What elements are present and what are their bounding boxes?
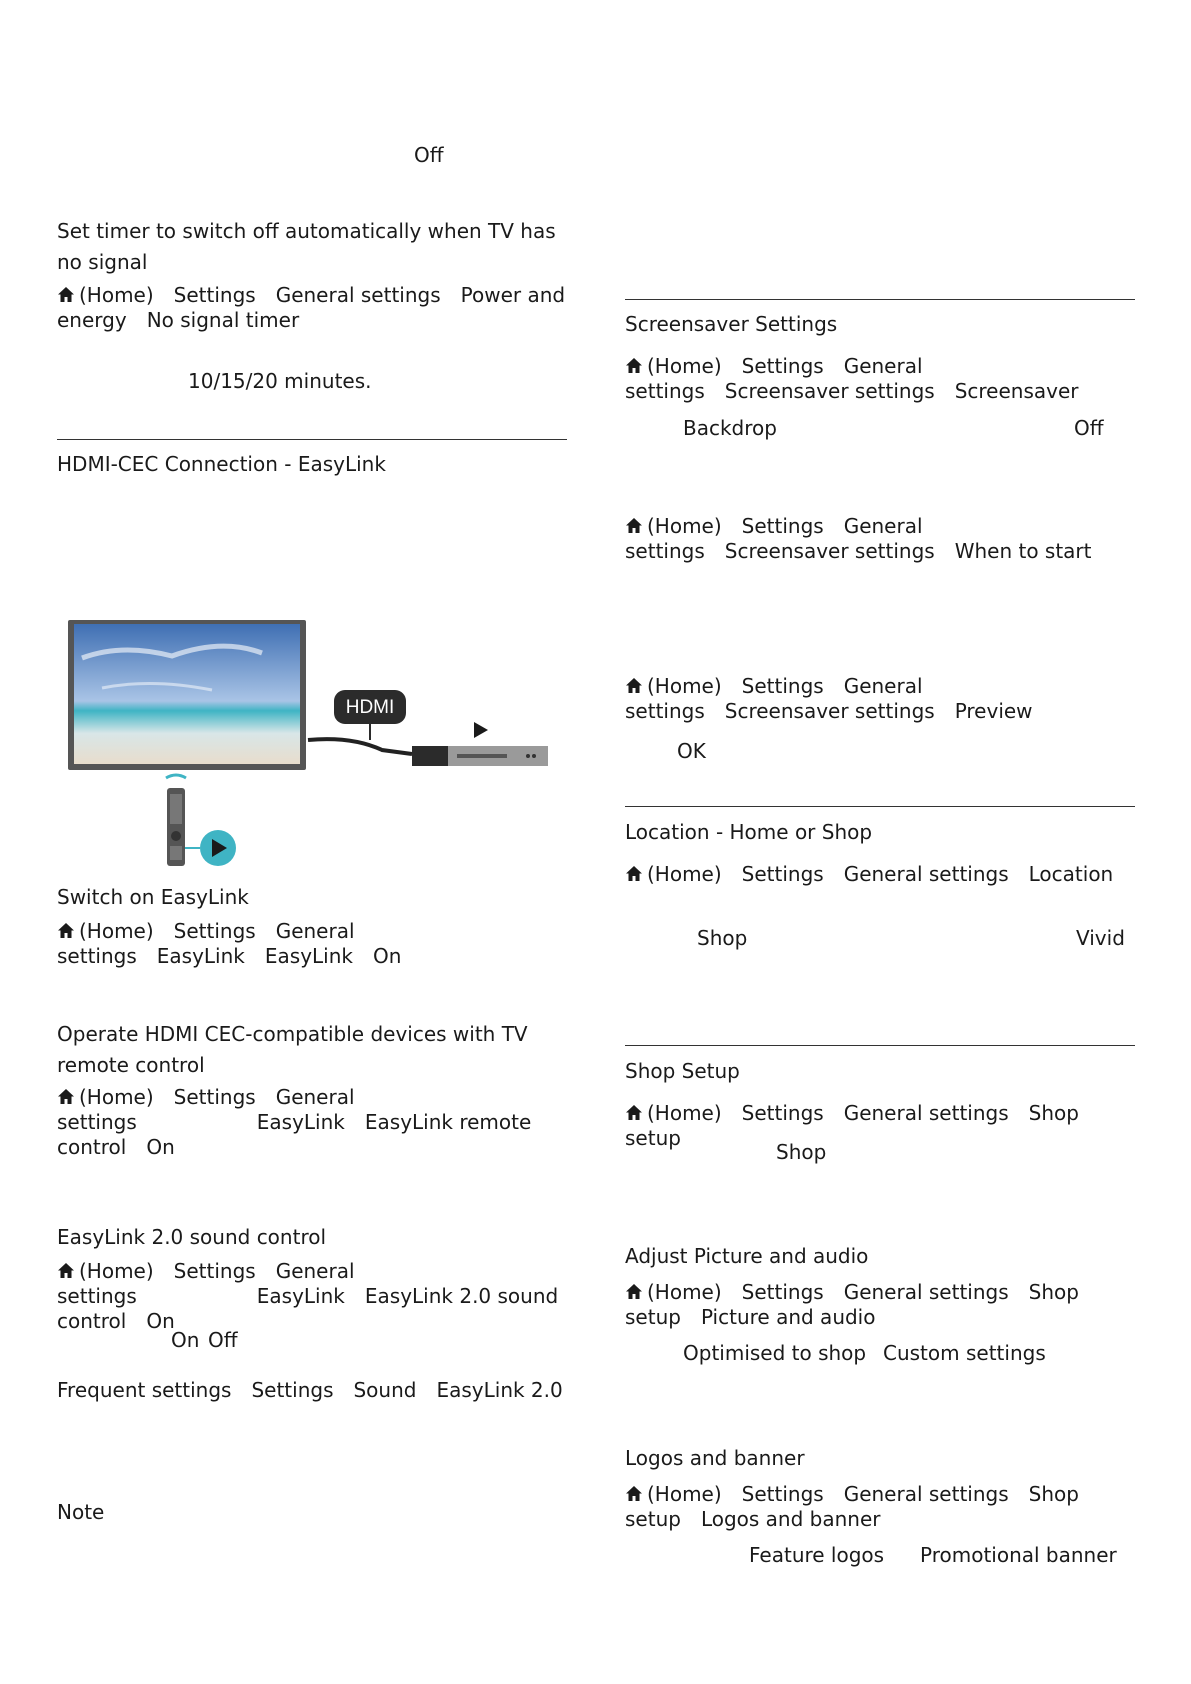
- crumb: Settings: [741, 354, 824, 378]
- crumb: (Home): [647, 862, 722, 886]
- option-on: On: [171, 1328, 200, 1352]
- option-shop: Shop: [776, 1140, 827, 1164]
- section-divider: [625, 806, 1135, 807]
- crumb: Settings: [251, 1378, 334, 1402]
- crumb: Settings: [173, 283, 256, 307]
- easylink-illustration: [62, 618, 567, 873]
- breadcrumb-frequent-settings: [57, 1378, 587, 1403]
- option-backdrop: Backdrop: [683, 416, 777, 440]
- crumb: General settings: [57, 919, 355, 968]
- crumb: Sound: [353, 1378, 417, 1402]
- home-icon: [625, 677, 643, 694]
- crumb: Screensaver settings: [724, 699, 935, 723]
- option-shop: Shop: [697, 926, 748, 950]
- crumb: Screensaver settings: [724, 379, 935, 403]
- option-optimised-to-shop: Optimised to shop: [683, 1341, 867, 1365]
- breadcrumb-preview: [625, 674, 1125, 724]
- crumb: Settings: [741, 674, 824, 698]
- crumb: (Home): [79, 919, 154, 943]
- section-divider: [625, 299, 1135, 300]
- crumb: Shop setup: [625, 1101, 1079, 1150]
- home-icon: [625, 865, 643, 882]
- player-device-icon: [412, 746, 548, 766]
- crumb: Settings: [173, 1085, 256, 1109]
- crumb: On: [146, 1135, 175, 1159]
- crumb: (Home): [647, 1482, 722, 1506]
- home-icon: [625, 1104, 643, 1121]
- crumb: EasyLink: [156, 944, 245, 968]
- crumb: Settings: [741, 1280, 824, 1304]
- crumb: Settings: [741, 1101, 824, 1125]
- crumb: General settings: [625, 514, 923, 563]
- crumb: Logos and banner: [700, 1507, 881, 1531]
- breadcrumb-no-signal-timer: [57, 283, 577, 333]
- crumb: General settings: [57, 1085, 355, 1134]
- home-icon: [625, 1485, 643, 1502]
- section-divider: [57, 439, 567, 440]
- section-heading-logos-banner: Logos and banner: [625, 1446, 805, 1470]
- breadcrumb-location: [625, 862, 1125, 887]
- breadcrumb-easylink-sound: [57, 1259, 577, 1334]
- hdmi-badge: [334, 690, 406, 740]
- option-off: Off: [208, 1328, 238, 1352]
- section-heading-adjust-picture: Adjust Picture and audio: [625, 1244, 869, 1268]
- crumb: (Home): [647, 514, 722, 538]
- section-divider: [625, 1045, 1135, 1046]
- option-promotional-banner: Promotional banner: [920, 1543, 1117, 1567]
- crumb: Settings: [741, 1482, 824, 1506]
- timer-minutes: 10/15/20 minutes.: [188, 369, 372, 393]
- heading-switch-on-easylink: Switch on EasyLink: [57, 885, 249, 909]
- crumb: Power and energy: [57, 283, 566, 332]
- home-icon: [625, 517, 643, 534]
- crumb: Shop setup: [625, 1280, 1079, 1329]
- tv-icon: [68, 620, 306, 770]
- crumb: (Home): [79, 1259, 154, 1283]
- home-icon: [57, 1262, 75, 1279]
- off-value: Off: [414, 143, 444, 167]
- crumb: No signal timer: [146, 308, 300, 332]
- crumb: EasyLink 2.0: [436, 1378, 563, 1402]
- home-icon: [57, 1088, 75, 1105]
- crumb: General settings: [625, 354, 923, 403]
- crumb: Screensaver: [954, 379, 1079, 403]
- breadcrumb-shop-setup: [625, 1101, 1125, 1151]
- crumb: Settings: [741, 514, 824, 538]
- option-off: Off: [1074, 416, 1104, 440]
- crumb: Settings: [173, 1259, 256, 1283]
- crumb: General settings: [275, 283, 441, 307]
- hdmi-label: HDMI: [345, 697, 395, 718]
- crumb: EasyLink: [256, 1110, 345, 1134]
- remote-control-icon: [166, 775, 236, 866]
- heading-operate-devices: Operate HDMI CEC-compatible devices with TV remote control: [57, 1022, 528, 1077]
- crumb: General settings: [843, 1482, 1009, 1506]
- home-icon: [625, 1283, 643, 1300]
- crumb: Shop setup: [625, 1482, 1079, 1531]
- crumb: General settings: [843, 862, 1009, 886]
- crumb: (Home): [647, 354, 722, 378]
- crumb: Frequent settings: [57, 1378, 232, 1402]
- crumb: Location: [1028, 862, 1114, 886]
- crumb: General settings: [843, 1280, 1009, 1304]
- note-label: Note: [57, 1500, 105, 1524]
- crumb: EasyLink remote control: [57, 1110, 532, 1159]
- crumb: (Home): [647, 1101, 722, 1125]
- option-custom-settings: Custom settings: [883, 1341, 1046, 1365]
- crumb: (Home): [647, 674, 722, 698]
- breadcrumb-switch-on-easylink: [57, 919, 407, 969]
- crumb: Picture and audio: [700, 1305, 876, 1329]
- breadcrumb-picture-and-audio: [625, 1280, 1085, 1330]
- option-vivid: Vivid: [1076, 926, 1125, 950]
- breadcrumb-when-to-start: [625, 514, 1125, 564]
- crumb: Settings: [173, 919, 256, 943]
- home-icon: [57, 922, 75, 939]
- crumb: Settings: [741, 862, 824, 886]
- breadcrumb-screensaver: [625, 354, 1125, 404]
- crumb: General settings: [843, 1101, 1009, 1125]
- play-icon: [474, 722, 488, 738]
- crumb: On: [372, 944, 402, 968]
- breadcrumb-easylink-remote: [57, 1085, 557, 1160]
- section-heading-location: Location - Home or Shop: [625, 820, 873, 844]
- home-icon: [57, 286, 75, 303]
- crumb: (Home): [79, 283, 154, 307]
- crumb: (Home): [79, 1085, 154, 1109]
- breadcrumb-logos-and-banner: [625, 1482, 1085, 1532]
- crumb: General settings: [625, 674, 923, 723]
- home-icon: [625, 357, 643, 374]
- crumb: General settings: [57, 1259, 355, 1308]
- ok-key-label: OK: [677, 739, 706, 763]
- crumb: Screensaver settings: [724, 539, 935, 563]
- section-heading-screensaver: Screensaver Settings: [625, 312, 838, 336]
- no-signal-description: Set timer to switch off automatically when TV has no signal: [57, 219, 556, 274]
- crumb: EasyLink 2.0 sound control: [57, 1284, 559, 1333]
- crumb: When to start: [954, 539, 1092, 563]
- crumb: EasyLink: [264, 944, 353, 968]
- crumb: (Home): [647, 1280, 722, 1304]
- heading-easylink-sound-control: EasyLink 2.0 sound control: [57, 1225, 327, 1249]
- section-heading-hdmi-cec: HDMI-CEC Connection - EasyLink: [57, 452, 386, 476]
- option-feature-logos: Feature logos: [749, 1543, 885, 1567]
- crumb: On: [146, 1309, 175, 1333]
- crumb: EasyLink: [256, 1284, 345, 1308]
- section-heading-shop-setup: Shop Setup: [625, 1059, 740, 1083]
- crumb: Preview: [954, 699, 1033, 723]
